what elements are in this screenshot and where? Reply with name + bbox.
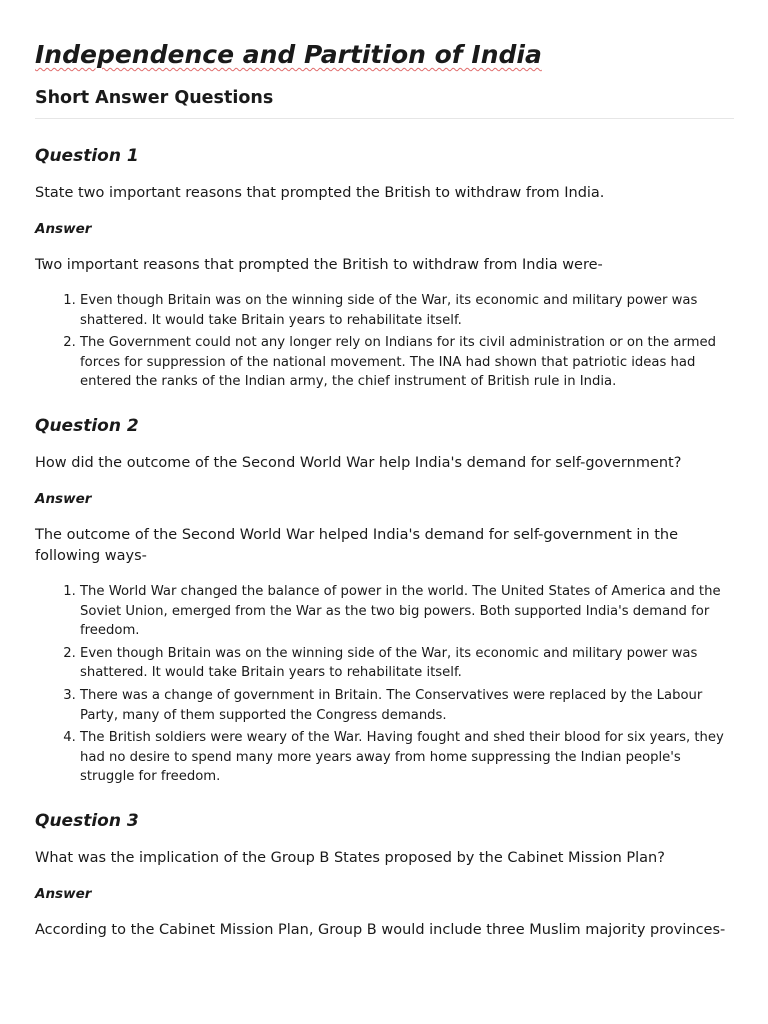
answer-label: Answer	[35, 885, 92, 902]
question-text: How did the outcome of the Second World War help India's demand for self-government?	[35, 454, 682, 471]
document-title: Independence and Partition of India	[35, 40, 542, 69]
question-2	[35, 414, 734, 787]
list-item: 2. The Government could not any longer rely on Indians for its civil administration or on the armed forces for suppression of the national movement. The INA had shown that patriotic ideas had entered the ranks of the Indian army, the chief instrument of British rule in India.	[80, 333, 734, 392]
answer-list	[35, 291, 734, 392]
question-1	[35, 144, 734, 392]
question-heading: Question 2	[35, 415, 139, 436]
list-item: 1. The World War changed the balance of power in the world. The United States of America and the Soviet Union, emerged from the War as the two big powers. Both supported India's demand for freedom.	[80, 582, 734, 641]
question-text: State two important reasons that prompted the British to withdraw from India.	[35, 185, 605, 201]
document-subtitle: Short Answer Questions	[35, 85, 734, 119]
question-heading: Question 1	[35, 146, 139, 166]
answer-intro: According to the Cabinet Mission Plan, Group B would include three Muslim majority provinces-	[35, 921, 726, 938]
list-item: 4. The British soldiers were weary of the War. Having fought and shed their blood for six years, they had no desire to spend many more years away from home suppressing the Indian people's struggle for freedom.	[80, 728, 734, 787]
list-item: 2. Even though Britain was on the winning side of the War, its economic and military power was shattered. It would take Britain years to rehabilitate itself.	[80, 644, 734, 683]
question-heading: Question 3	[35, 810, 139, 831]
answer-intro: Two important reasons that prompted the British to withdraw from India were-	[35, 257, 603, 273]
question-text: What was the implication of the Group B States proposed by the Cabinet Mission Plan?	[35, 849, 665, 866]
list-item: 1. Even though Britain was on the winning side of the War, its economic and military power was shattered. It would take Britain years to rehabilitate itself.	[80, 291, 734, 330]
answer-label: Answer	[35, 221, 92, 237]
answer-label: Answer	[35, 490, 92, 507]
question-3	[35, 809, 734, 941]
answer-intro: The outcome of the Second World War helped India's demand for self-government in the following ways-	[35, 526, 678, 564]
answer-list	[35, 582, 734, 787]
list-item: 3. There was a change of government in Britain. The Conservatives were replaced by the Labour Party, many of them supported the Congress demands.	[80, 686, 734, 725]
